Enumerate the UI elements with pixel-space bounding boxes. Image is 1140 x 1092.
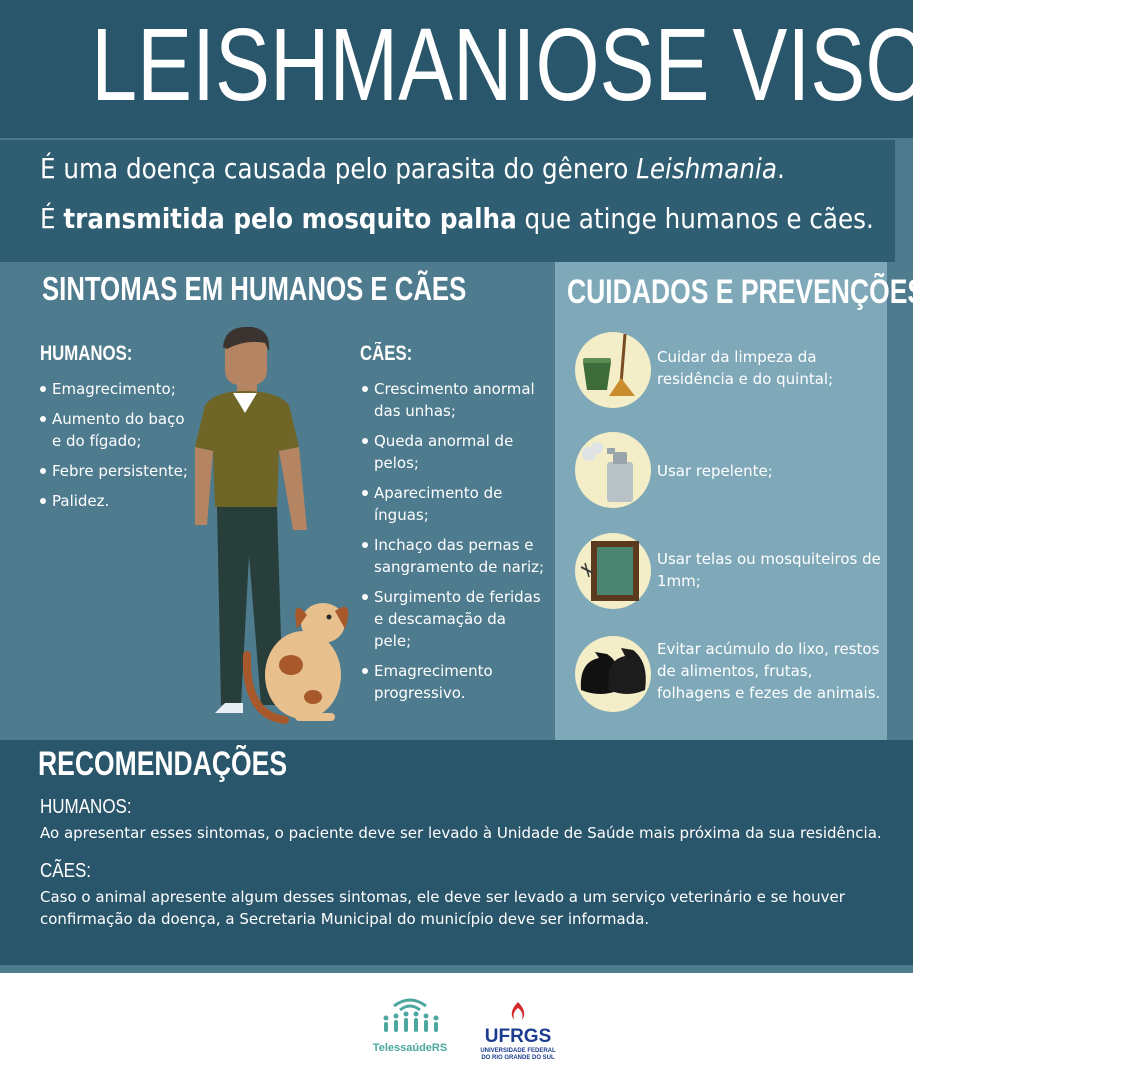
list-item: Queda anormal de pelos; bbox=[360, 430, 545, 474]
intro-line-1 bbox=[40, 152, 785, 185]
telessauders-logo-name: TelessaúdeRS bbox=[372, 1042, 448, 1054]
telessauders-logo-mark bbox=[370, 996, 450, 1036]
care-icon-circle bbox=[575, 332, 651, 408]
care-item-screens bbox=[575, 533, 885, 611]
list-item: Emagrecimento progressivo. bbox=[360, 660, 545, 704]
man-and-dog-illustration bbox=[185, 325, 355, 725]
recommendations-dogs-label: CÃES: bbox=[40, 860, 92, 882]
care-icon-circle bbox=[575, 636, 651, 712]
care-item-text: Usar repelente; bbox=[657, 462, 773, 480]
intro-line-2 bbox=[40, 202, 874, 235]
care-item-repellent bbox=[575, 432, 885, 510]
list-item: Palidez. bbox=[38, 490, 198, 512]
intro-line-2-prefix: É bbox=[40, 202, 64, 235]
list-item: Surgimento de feridas e descamação da pele; bbox=[360, 586, 545, 652]
recommendations-dogs-text: Caso o animal apresente algum desses sintomas, ele deve ser levado a um serviço veterinário e se houver confirmação da doença, a Secretaria Municipal do município deve ser informada. bbox=[40, 888, 845, 928]
list-item: Crescimento anormal das unhas; bbox=[360, 378, 545, 422]
intro-line-1-suffix: . bbox=[776, 152, 785, 185]
care-item-text: Cuidar da limpeza da residência e do quintal; bbox=[657, 348, 834, 388]
recommendations-humans-label: HUMANOS: bbox=[40, 796, 132, 818]
care-item-text: Evitar acúmulo do lixo, restos de alimentos, frutas, folhagens e fezes de animais. bbox=[657, 640, 881, 702]
recommendations-heading: RECOMENDAÇÕES bbox=[38, 745, 288, 783]
intro-line-1-prefix: É uma doença causada pelo parasita do gênero bbox=[40, 152, 637, 185]
care-item-cleaning bbox=[575, 332, 885, 410]
intro-line-2-bold: transmitida pelo mosquito palha bbox=[63, 202, 517, 235]
repellent-spray-icon bbox=[575, 432, 651, 508]
ufrgs-flame-icon bbox=[478, 1000, 558, 1024]
ufrgs-logo-sub1: UNIVERSIDADE FEDERAL bbox=[480, 1048, 556, 1054]
care-icon-circle bbox=[575, 533, 651, 609]
dogs-symptom-list bbox=[360, 378, 545, 712]
ufrgs-logo bbox=[478, 1000, 558, 1062]
care-item-text: Usar telas ou mosquiteiros de 1mm; bbox=[657, 550, 881, 590]
recommendations-bottom-stripe bbox=[0, 965, 913, 973]
list-item: Aumento do baço e do fígado; bbox=[38, 408, 198, 452]
care-item-trash bbox=[575, 636, 885, 714]
telessauders-logo bbox=[370, 996, 450, 1066]
bucket-broom-icon bbox=[575, 332, 651, 408]
window-screen-icon bbox=[575, 533, 651, 609]
trash-bags-icon bbox=[575, 636, 651, 712]
list-item: Aparecimento de ínguas; bbox=[360, 482, 545, 526]
humans-symptom-list bbox=[38, 378, 198, 520]
page-title: LEISHMANIOSE VISCERAL bbox=[91, 7, 1140, 122]
intro-line-2-suffix: que atinge humanos e cães. bbox=[516, 202, 874, 235]
humans-label: HUMANOS: bbox=[40, 342, 133, 365]
intro-line-1-italic: Leishmania bbox=[636, 152, 777, 185]
recommendations-humans-text: Ao apresentar esses sintomas, o paciente deve ser levado à Unidade de Saúde mais próxima da sua residência. bbox=[40, 824, 882, 842]
symptoms-heading: SINTOMAS EM HUMANOS E CÃES bbox=[42, 270, 467, 307]
care-icon-circle bbox=[575, 432, 651, 508]
ufrgs-logo-name: UFRGS bbox=[484, 1026, 552, 1047]
ufrgs-logo-sub2: DO RIO GRANDE DO SUL bbox=[481, 1055, 555, 1061]
list-item: Inchaço das pernas e sangramento de nariz; bbox=[360, 534, 545, 578]
list-item: Febre persistente; bbox=[38, 460, 198, 482]
dogs-label: CÃES: bbox=[360, 342, 413, 365]
care-heading: CUIDADOS E PREVENÇÕES bbox=[567, 273, 926, 311]
list-item: Emagrecimento; bbox=[38, 378, 198, 400]
